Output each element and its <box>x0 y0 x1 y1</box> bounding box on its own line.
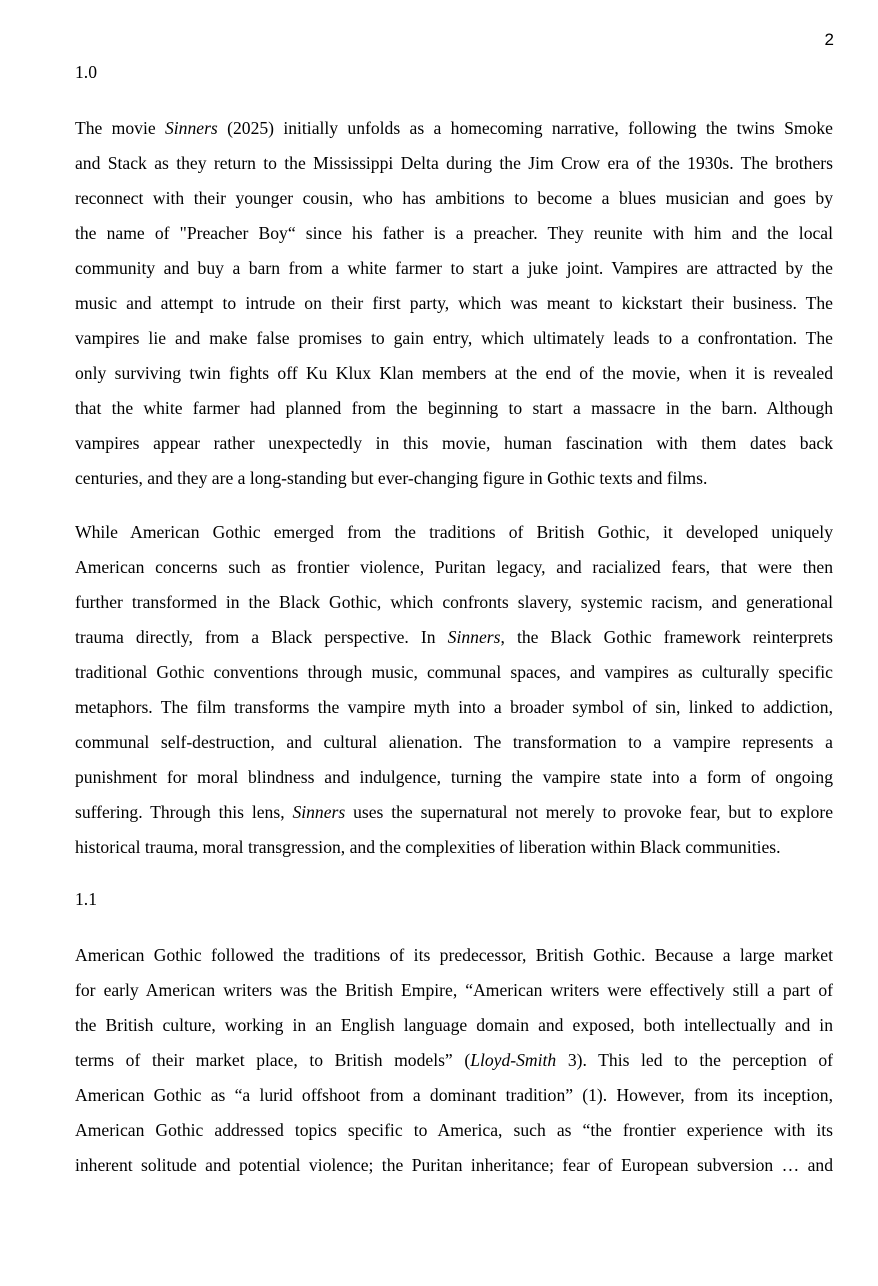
text-line <box>75 356 833 391</box>
italic-title: Sinners <box>165 118 218 138</box>
text-line <box>75 830 833 865</box>
paragraph <box>75 938 833 1183</box>
text-line <box>75 321 833 356</box>
text-line <box>75 620 833 655</box>
text-run: the British culture, working in an English language domain and exposed, both intellectually and in <box>75 1015 833 1035</box>
text-line <box>75 426 833 461</box>
text-run: punishment for moral blindness and indulgence, turning the vampire state into a form of ongoing <box>75 767 833 787</box>
paragraph <box>75 111 833 496</box>
text-line <box>75 1113 833 1148</box>
paragraph <box>75 515 833 865</box>
italic-title: Sinners <box>447 627 501 647</box>
text-run: , the Black Gothic framework reinterprets <box>500 627 833 647</box>
text-run: American Gothic followed the traditions of its predecessor, British Gothic. Because a large market <box>75 945 833 965</box>
text-run: historical trauma, moral transgression, and the complexities of liberation within Black communities. <box>75 837 781 857</box>
text-run: traditional Gothic conventions through music, communal spaces, and vampires as culturally specific <box>75 662 833 682</box>
text-run: The movie <box>75 118 165 138</box>
text-line <box>75 760 833 795</box>
text-line <box>75 725 833 760</box>
text-run: the name of "Preacher Boy“ since his father is a preacher. They reunite with him and the local <box>75 223 833 243</box>
section-heading: 1.0 <box>75 62 97 82</box>
page-number: 2 <box>824 30 834 49</box>
text-run: only surviving twin fights off Ku Klux Klan members at the end of the movie, when it is revealed <box>75 363 833 383</box>
text-line <box>75 146 833 181</box>
text-run: community and buy a barn from a white farmer to start a juke joint. Vampires are attracted by the <box>75 258 833 278</box>
text-run: vampires lie and make false promises to gain entry, which ultimately leads to a confrontation. The <box>75 328 833 348</box>
text-run: American Gothic as “a lurid offshoot from a dominant tradition” (1). However, from its inception, <box>75 1085 833 1105</box>
text-line <box>75 1148 833 1183</box>
text-line <box>75 181 833 216</box>
text-run: for early American writers was the British Empire, “American writers were effectively still a part of <box>75 980 833 1000</box>
text-line <box>75 1008 833 1043</box>
text-run: American concerns such as frontier violence, Puritan legacy, and racialized fears, that were then <box>75 557 833 577</box>
text-run: metaphors. The film transforms the vampire myth into a broader symbol of sin, linked to addiction, <box>75 697 833 717</box>
text-run: that the white farmer had planned from the beginning to start a massacre in the barn. Although <box>75 398 833 418</box>
text-run: music and attempt to intrude on their first party, which was meant to kickstart their business. The <box>75 293 833 313</box>
text-line <box>75 1043 833 1078</box>
text-run: vampires appear rather unexpectedly in this movie, human fascination with them dates back <box>75 433 833 453</box>
text-run: reconnect with their younger cousin, who has ambitions to become a blues musician and goes by <box>75 188 833 208</box>
text-line <box>75 795 833 830</box>
text-line <box>75 286 833 321</box>
text-run: While American Gothic emerged from the traditions of British Gothic, it developed uniquely <box>75 522 833 542</box>
text-run: further transformed in the Black Gothic, which confronts slavery, systemic racism, and generational <box>75 592 833 612</box>
text-run: (2025) initially unfolds as a homecoming narrative, following the twins Smoke <box>217 118 833 138</box>
text-run: American Gothic addressed topics specific to America, such as “the frontier experience with its <box>75 1120 833 1140</box>
text-line <box>75 216 833 251</box>
text-line <box>75 938 833 973</box>
text-run: trauma directly, from a Black perspective. In <box>75 627 448 647</box>
text-line <box>75 973 833 1008</box>
text-line <box>75 690 833 725</box>
text-line <box>75 1078 833 1113</box>
text-run: 3). This led to the perception of <box>556 1050 833 1070</box>
text-run: uses the supernatural not merely to provoke fear, but to explore <box>345 802 834 822</box>
text-run: communal self-destruction, and cultural alienation. The transformation to a vampire represents a <box>75 732 833 752</box>
text-line <box>75 111 833 146</box>
text-line <box>75 461 833 496</box>
text-run: inherent solitude and potential violence; the Puritan inheritance; fear of European subversion … and <box>75 1155 833 1175</box>
section-heading: 1.1 <box>75 889 97 909</box>
text-line <box>75 251 833 286</box>
italic-title: Lloyd-Smith <box>470 1050 557 1070</box>
text-run: centuries, and they are a long-standing but ever-changing figure in Gothic texts and films. <box>75 468 708 488</box>
text-run: suffering. Through this lens, <box>75 802 293 822</box>
text-line <box>75 655 833 690</box>
text-line <box>75 391 833 426</box>
text-line <box>75 550 833 585</box>
text-line <box>75 585 833 620</box>
italic-title: Sinners <box>292 802 346 822</box>
text-line <box>75 515 833 550</box>
text-run: terms of their market place, to British models” ( <box>75 1050 471 1070</box>
text-run: and Stack as they return to the Mississippi Delta during the Jim Crow era of the 1930s. The brothers <box>75 153 833 173</box>
